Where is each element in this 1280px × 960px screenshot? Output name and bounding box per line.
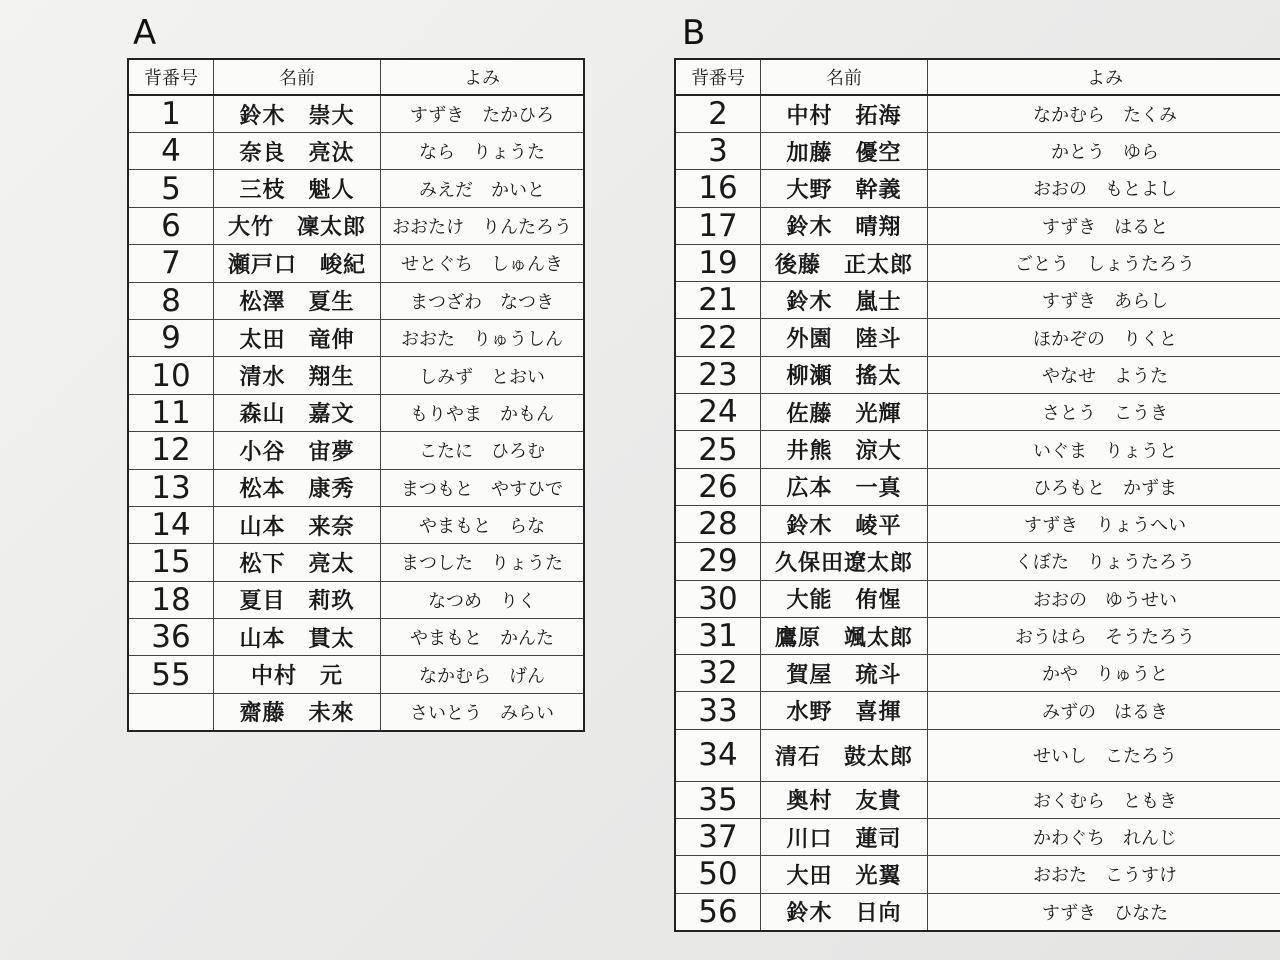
jersey-number-cell: 22: [675, 319, 761, 356]
player-name-cell: 奈良 亮汰: [214, 133, 381, 170]
player-name-cell: 大田 光翼: [761, 856, 928, 893]
name-reading-cell: なかむら たくみ: [928, 95, 1280, 133]
jersey-number-cell: 33: [675, 692, 761, 729]
jersey-number-cell: 37: [675, 819, 761, 856]
jersey-number-cell: 9: [128, 319, 214, 356]
column-header-number: 背番号: [675, 59, 761, 95]
player-name-cell: 鈴木 嵐士: [761, 282, 928, 319]
table-row: [675, 207, 1280, 244]
player-name-cell: 三枝 魁人: [214, 170, 381, 207]
name-reading-cell: なかむら げん: [381, 656, 585, 693]
column-header-reading: よみ: [381, 59, 585, 95]
player-name-cell: 中村 元: [214, 656, 381, 693]
jersey-number-cell: 28: [675, 505, 761, 542]
jersey-number-cell: 26: [675, 468, 761, 505]
name-reading-cell: おくむら ともき: [928, 781, 1280, 818]
player-name-cell: 齋藤 未來: [214, 693, 381, 730]
name-reading-cell: おうはら そうたろう: [928, 617, 1280, 654]
table-row: [675, 356, 1280, 393]
name-reading-cell: おおの もとよし: [928, 170, 1280, 207]
jersey-number-cell: 50: [675, 856, 761, 893]
jersey-number-cell: 29: [675, 543, 761, 580]
table-header-row: [675, 59, 1280, 95]
jersey-number-cell: 35: [675, 781, 761, 818]
jersey-number-cell: 55: [128, 656, 214, 693]
table-row: [128, 469, 584, 506]
table-row: [128, 319, 584, 356]
jersey-number-cell: 8: [128, 282, 214, 319]
jersey-number-cell: 18: [128, 581, 214, 618]
table-row: [128, 394, 584, 431]
jersey-number-cell: 32: [675, 655, 761, 692]
name-reading-cell: いぐま りょうと: [928, 431, 1280, 468]
player-name-cell: 鈴木 日向: [761, 893, 928, 931]
table-row: [675, 170, 1280, 207]
table-row: [675, 856, 1280, 893]
table-row: [675, 468, 1280, 505]
jersey-number-cell: 14: [128, 506, 214, 543]
table-row: [675, 692, 1280, 729]
name-reading-cell: ほかぞの りくと: [928, 319, 1280, 356]
jersey-number-cell: 5: [128, 170, 214, 207]
player-name-cell: 夏目 莉玖: [214, 581, 381, 618]
table-row: [128, 245, 584, 282]
name-reading-cell: すずき ひなた: [928, 893, 1280, 931]
player-name-cell: 山本 来奈: [214, 506, 381, 543]
jersey-number-cell: 16: [675, 170, 761, 207]
name-reading-cell: すずき たかひろ: [381, 95, 585, 133]
player-name-cell: 広本 一真: [761, 468, 928, 505]
player-name-cell: 久保田遼太郎: [761, 543, 928, 580]
player-name-cell: 鈴木 崇大: [214, 95, 381, 133]
player-name-cell: 賀屋 琉斗: [761, 655, 928, 692]
player-name-cell: 山本 貫太: [214, 619, 381, 656]
table-row: [128, 506, 584, 543]
table-row: [128, 95, 584, 133]
roster-table: [127, 58, 585, 732]
table-row: [675, 781, 1280, 818]
name-reading-cell: おおた りゅうしん: [381, 319, 585, 356]
player-name-cell: 大竹 凜太郎: [214, 207, 381, 244]
table-row: [128, 432, 584, 469]
jersey-number-cell: 17: [675, 207, 761, 244]
player-name-cell: 清水 翔生: [214, 357, 381, 394]
table-row: [128, 282, 584, 319]
name-reading-cell: ひろもと かずま: [928, 468, 1280, 505]
table-row: [675, 133, 1280, 170]
name-reading-cell: おおたけ りんたろう: [381, 207, 585, 244]
jersey-number-cell: 56: [675, 893, 761, 931]
player-name-cell: 大能 侑惺: [761, 580, 928, 617]
player-name-cell: 鈴木 晴翔: [761, 207, 928, 244]
player-name-cell: 佐藤 光輝: [761, 394, 928, 431]
jersey-number-cell: 23: [675, 356, 761, 393]
jersey-number-cell: 11: [128, 394, 214, 431]
roster-body: [675, 95, 1280, 931]
name-reading-cell: おおた こうすけ: [928, 856, 1280, 893]
name-reading-cell: やまもと らな: [381, 506, 585, 543]
jersey-number-cell: 10: [128, 357, 214, 394]
name-reading-cell: すずき あらし: [928, 282, 1280, 319]
table-row: [128, 357, 584, 394]
jersey-number-cell: 3: [675, 133, 761, 170]
player-name-cell: 太田 竜伸: [214, 319, 381, 356]
name-reading-cell: さいとう みらい: [381, 693, 585, 730]
section-label: A: [133, 13, 157, 53]
table-row: [675, 580, 1280, 617]
name-reading-cell: せいし こたろう: [928, 729, 1280, 781]
name-reading-cell: さとう こうき: [928, 394, 1280, 431]
column-header-name: 名前: [761, 59, 928, 95]
jersey-number-cell: 15: [128, 544, 214, 581]
table-row: [128, 170, 584, 207]
player-name-cell: 加藤 優空: [761, 133, 928, 170]
player-name-cell: 森山 嘉文: [214, 394, 381, 431]
player-name-cell: 大野 幹義: [761, 170, 928, 207]
roster-section-b: [674, 14, 1280, 932]
jersey-number-cell: 21: [675, 282, 761, 319]
name-reading-cell: やまもと かんた: [381, 619, 585, 656]
name-reading-cell: おおの ゆうせい: [928, 580, 1280, 617]
player-name-cell: 小谷 宙夢: [214, 432, 381, 469]
jersey-number-cell: 6: [128, 207, 214, 244]
table-row: [675, 819, 1280, 856]
name-reading-cell: みずの はるき: [928, 692, 1280, 729]
column-header-number: 背番号: [128, 59, 214, 95]
name-reading-cell: まつした りょうた: [381, 544, 585, 581]
jersey-number-cell: 1: [128, 95, 214, 133]
name-reading-cell: まつざわ なつき: [381, 282, 585, 319]
roster-section-a: [127, 14, 585, 732]
name-reading-cell: くぼた りょうたろう: [928, 543, 1280, 580]
jersey-number-cell: 4: [128, 133, 214, 170]
jersey-number-cell: 2: [675, 95, 761, 133]
table-row: [675, 394, 1280, 431]
table-row: [128, 619, 584, 656]
table-row: [675, 319, 1280, 356]
name-reading-cell: せとぐち しゅんき: [381, 245, 585, 282]
name-reading-cell: かわぐち れんじ: [928, 819, 1280, 856]
table-row: [675, 655, 1280, 692]
table-row: [675, 282, 1280, 319]
name-reading-cell: しみず とおい: [381, 357, 585, 394]
jersey-number-cell: 19: [675, 244, 761, 281]
table-header-row: [128, 59, 584, 95]
name-reading-cell: かとう ゆら: [928, 133, 1280, 170]
jersey-number-cell: 36: [128, 619, 214, 656]
player-name-cell: 井熊 涼大: [761, 431, 928, 468]
name-reading-cell: かや りゅうと: [928, 655, 1280, 692]
table-row: [675, 617, 1280, 654]
player-name-cell: 松下 亮太: [214, 544, 381, 581]
table-row: [128, 581, 584, 618]
name-reading-cell: なら りょうた: [381, 133, 585, 170]
column-header-reading: よみ: [928, 59, 1280, 95]
name-reading-cell: やなせ ようた: [928, 356, 1280, 393]
name-reading-cell: なつめ りく: [381, 581, 585, 618]
jersey-number-cell: [128, 693, 214, 730]
table-row: [128, 656, 584, 693]
player-name-cell: 中村 拓海: [761, 95, 928, 133]
table-row: [675, 431, 1280, 468]
name-reading-cell: すずき りょうへい: [928, 505, 1280, 542]
jersey-number-cell: 34: [675, 729, 761, 781]
name-reading-cell: みえだ かいと: [381, 170, 585, 207]
player-name-cell: 外園 陸斗: [761, 319, 928, 356]
name-reading-cell: こたに ひろむ: [381, 432, 585, 469]
player-name-cell: 瀬戸口 峻紀: [214, 245, 381, 282]
roster-body: [128, 95, 584, 731]
name-reading-cell: もりやま かもん: [381, 394, 585, 431]
player-name-cell: 鷹原 颯太郎: [761, 617, 928, 654]
roster-table: [674, 58, 1280, 932]
player-name-cell: 鈴木 崚平: [761, 505, 928, 542]
name-reading-cell: ごとう しょうたろう: [928, 244, 1280, 281]
section-label: B: [682, 13, 706, 53]
table-row: [128, 207, 584, 244]
jersey-number-cell: 12: [128, 432, 214, 469]
player-name-cell: 後藤 正太郎: [761, 244, 928, 281]
player-name-cell: 奥村 友貴: [761, 781, 928, 818]
name-reading-cell: すずき はると: [928, 207, 1280, 244]
table-row: [675, 893, 1280, 931]
table-row: [675, 505, 1280, 542]
table-row: [675, 95, 1280, 133]
jersey-number-cell: 24: [675, 394, 761, 431]
table-row: [128, 544, 584, 581]
jersey-number-cell: 7: [128, 245, 214, 282]
table-row: [675, 729, 1280, 781]
table-row: [128, 693, 584, 730]
table-row: [128, 133, 584, 170]
jersey-number-cell: 30: [675, 580, 761, 617]
player-name-cell: 柳瀬 搖太: [761, 356, 928, 393]
name-reading-cell: まつもと やすひで: [381, 469, 585, 506]
jersey-number-cell: 13: [128, 469, 214, 506]
player-name-cell: 松本 康秀: [214, 469, 381, 506]
player-name-cell: 水野 喜揮: [761, 692, 928, 729]
player-name-cell: 川口 蓮司: [761, 819, 928, 856]
jersey-number-cell: 31: [675, 617, 761, 654]
player-name-cell: 松澤 夏生: [214, 282, 381, 319]
column-header-name: 名前: [214, 59, 381, 95]
table-row: [675, 244, 1280, 281]
table-row: [675, 543, 1280, 580]
jersey-number-cell: 25: [675, 431, 761, 468]
player-name-cell: 清石 鼓太郎: [761, 729, 928, 781]
